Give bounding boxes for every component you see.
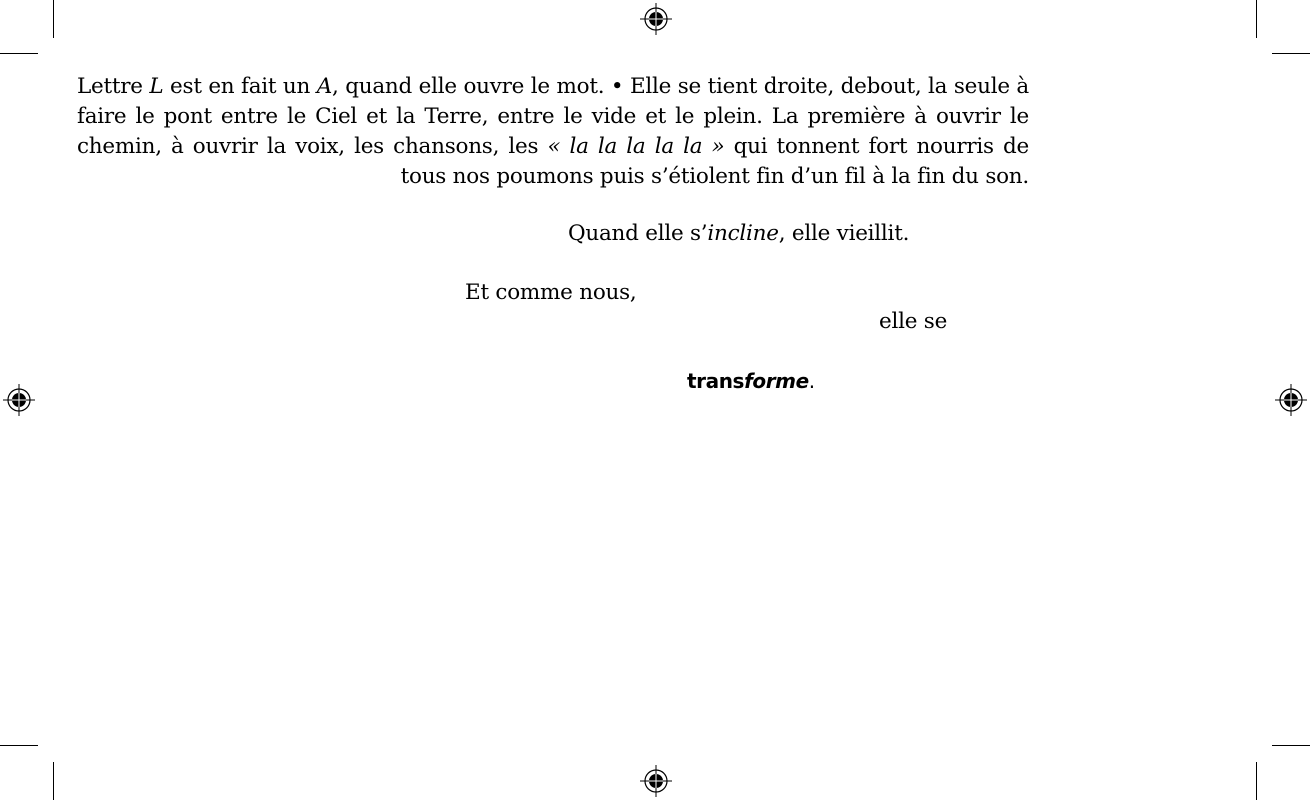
elle-se-line: elle se — [879, 309, 948, 334]
body-paragraph — [77, 72, 1029, 192]
registration-mark-right-icon — [1274, 383, 1308, 417]
crop-mark-bottom-right-h — [1272, 745, 1310, 746]
para-text-3: , quand elle ouvre le mot. • Elle se tient droite, debout, la seule à faire le pont entre le Ciel et la Terre, entre le vide et le plein. La première à ouvrir le chemin, à ouvrir la voix, les chansons, les — [77, 74, 1029, 159]
registration-mark-top-icon — [639, 2, 673, 36]
comme-nous-line: Et comme nous, — [465, 280, 637, 305]
crop-mark-top-left-v — [53, 0, 54, 38]
para-text-2: est en fait un — [163, 74, 317, 99]
crop-mark-top-left-h — [0, 53, 38, 54]
incline-word: incline — [707, 221, 779, 246]
incline-after: , elle vieillit. — [778, 221, 910, 246]
transforme-italic: forme — [744, 369, 809, 393]
song-quote: « la la la la la » — [547, 134, 725, 159]
letter-a: A — [316, 74, 333, 99]
transforme-period: . — [808, 369, 815, 393]
crop-mark-bottom-left-h — [0, 745, 38, 746]
registration-mark-bottom-icon — [639, 764, 673, 798]
transforme-word — [687, 369, 815, 393]
letter-l: L — [149, 74, 164, 99]
para-text-4: qui tonnent fort nourris de tous nos poumons puis s’étiolent fin d’un fil à la fin du son. — [400, 134, 1029, 189]
incline-line — [568, 221, 909, 246]
crop-mark-top-right-h — [1272, 53, 1310, 54]
incline-before: Quand elle s’ — [568, 221, 708, 246]
para-text-1: Lettre — [77, 74, 150, 99]
crop-mark-bottom-right-v — [1256, 762, 1257, 800]
crop-mark-top-right-v — [1256, 0, 1257, 38]
transforme-regular: trans — [687, 369, 745, 393]
crop-mark-bottom-left-v — [53, 762, 54, 800]
registration-mark-left-icon — [2, 383, 36, 417]
